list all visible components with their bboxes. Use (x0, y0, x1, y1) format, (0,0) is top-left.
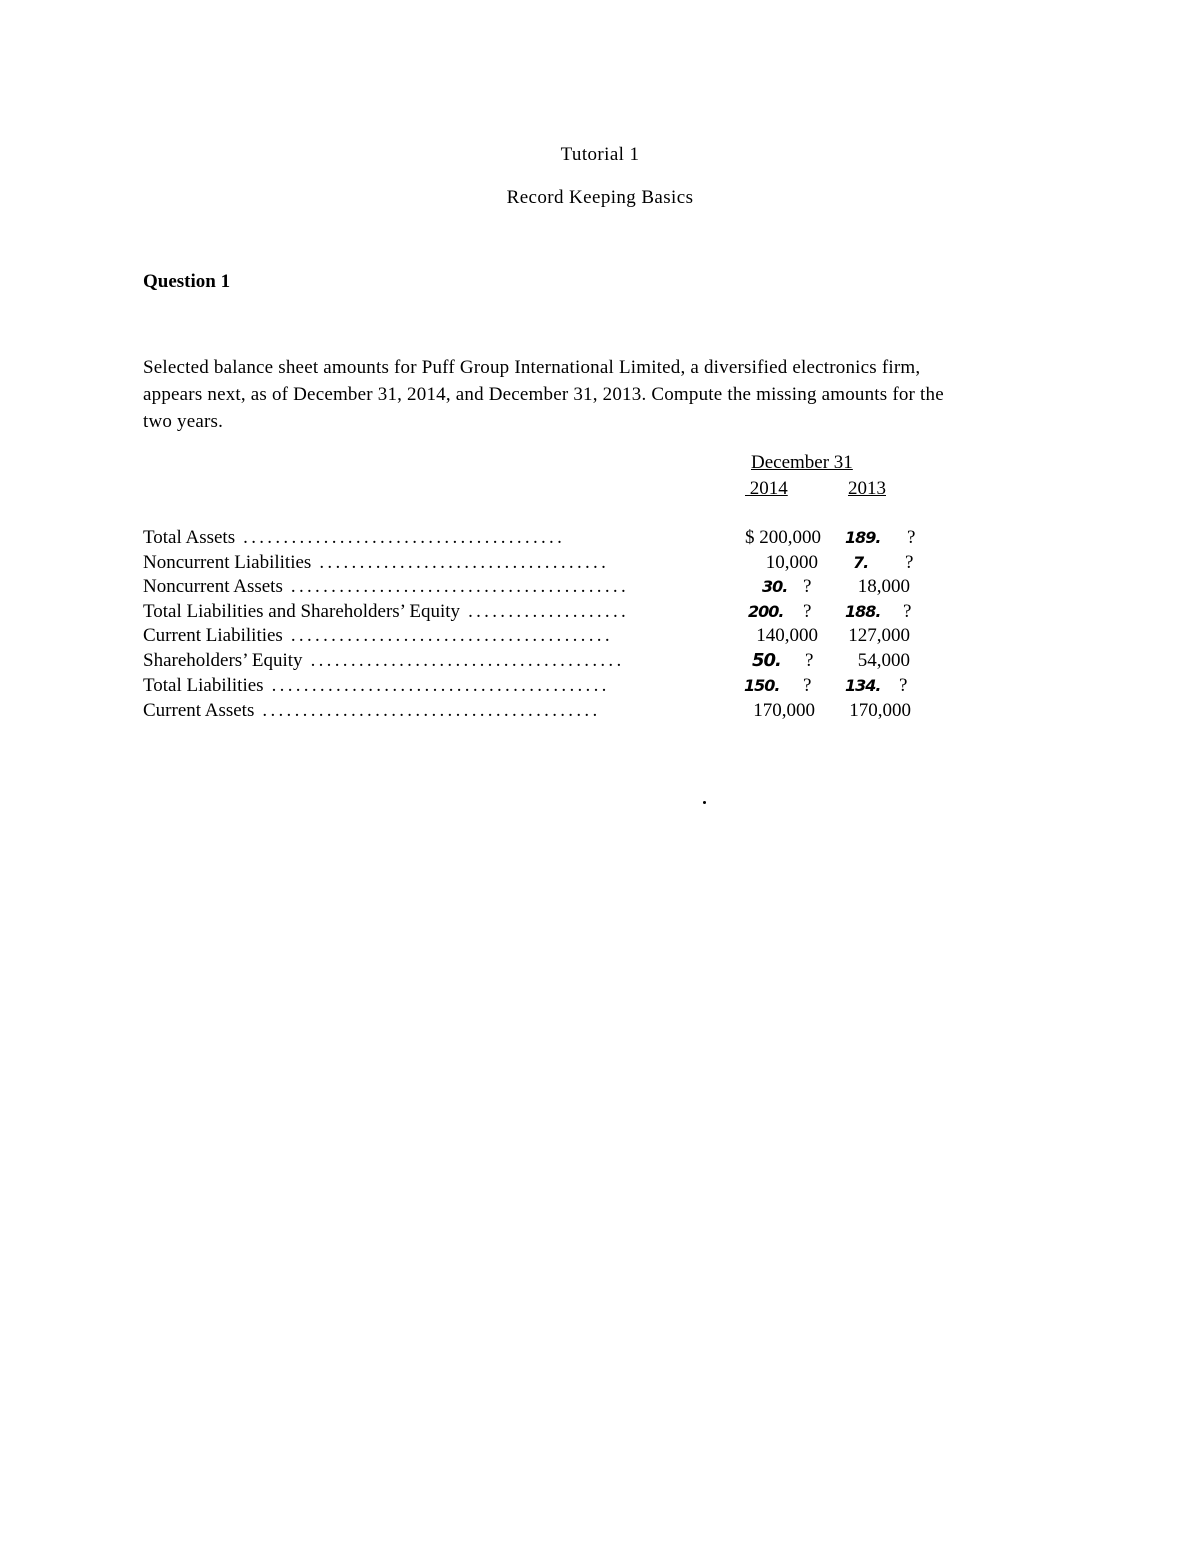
missing-marker-2013: ? (899, 675, 908, 696)
column-header-2014: 2014 (745, 478, 788, 499)
column-header-2013: 2013 (848, 478, 886, 499)
page-title: Tutorial 1 (560, 144, 640, 165)
value-2014: 170,000 (753, 700, 815, 721)
value-2014: $ 200,000 (745, 527, 821, 548)
row-label: Current Assets .......................................... (143, 700, 601, 721)
handwritten-answer-2013: 189. (845, 528, 881, 547)
handwritten-answer-2013: 188. (845, 602, 881, 621)
intro-line: two years. (143, 411, 224, 432)
column-group-header: December 31 (751, 452, 853, 473)
missing-marker-2014: ? (803, 601, 812, 622)
row-label: Current Liabilities ........................................ (143, 625, 613, 646)
row-label: Noncurrent Assets .......................................... (143, 576, 629, 597)
missing-marker-2014: ? (805, 650, 814, 671)
intro-line: appears next, as of December 31, 2014, and December 31, 2013. Compute the missing amounts for the (143, 384, 944, 405)
table-row (0, 527, 1200, 552)
handwritten-answer-2013: 134. (845, 676, 881, 695)
value-2014: 10,000 (765, 552, 818, 573)
row-label: Shareholders’ Equity ....................................... (143, 650, 625, 671)
value-2013: 127,000 (848, 625, 910, 646)
missing-marker-2013: ? (905, 552, 914, 573)
table-row (0, 576, 1200, 601)
question-heading: Question 1 (143, 271, 231, 292)
question-intro (143, 354, 1043, 435)
handwritten-answer-2013: 7. (853, 553, 869, 572)
table-row (0, 625, 1200, 650)
handwritten-answer-2014: 30. (762, 577, 788, 596)
table-row (0, 675, 1200, 700)
missing-marker-2013: ? (903, 601, 912, 622)
row-label: Total Liabilities .......................................... (143, 675, 610, 696)
row-label: Noncurrent Liabilities .................................... (143, 552, 610, 573)
value-2014: 140,000 (756, 625, 818, 646)
intro-line: Selected balance sheet amounts for Puff Group International Limited, a diversified electronics firm, (143, 357, 921, 378)
page-subtitle: Record Keeping Basics (506, 187, 694, 208)
missing-marker-2013: ? (907, 527, 916, 548)
handwritten-answer-2014: 150. (744, 676, 780, 695)
table-row (0, 552, 1200, 577)
missing-marker-2014: ? (803, 576, 812, 597)
table-row (0, 601, 1200, 626)
missing-marker-2014: ? (803, 675, 812, 696)
row-label: Total Liabilities and Shareholders’ Equity .................... (143, 601, 630, 622)
handwritten-answer-2014: 200. (748, 602, 784, 621)
stray-dot-mark (703, 801, 706, 804)
table-row (0, 700, 1200, 725)
table-row (0, 650, 1200, 675)
value-2013: 54,000 (857, 650, 910, 671)
value-2013: 18,000 (857, 576, 910, 597)
row-label: Total Assets ........................................ (143, 527, 566, 548)
value-2013: 170,000 (849, 700, 911, 721)
handwritten-answer-2014: 50. (752, 650, 781, 671)
